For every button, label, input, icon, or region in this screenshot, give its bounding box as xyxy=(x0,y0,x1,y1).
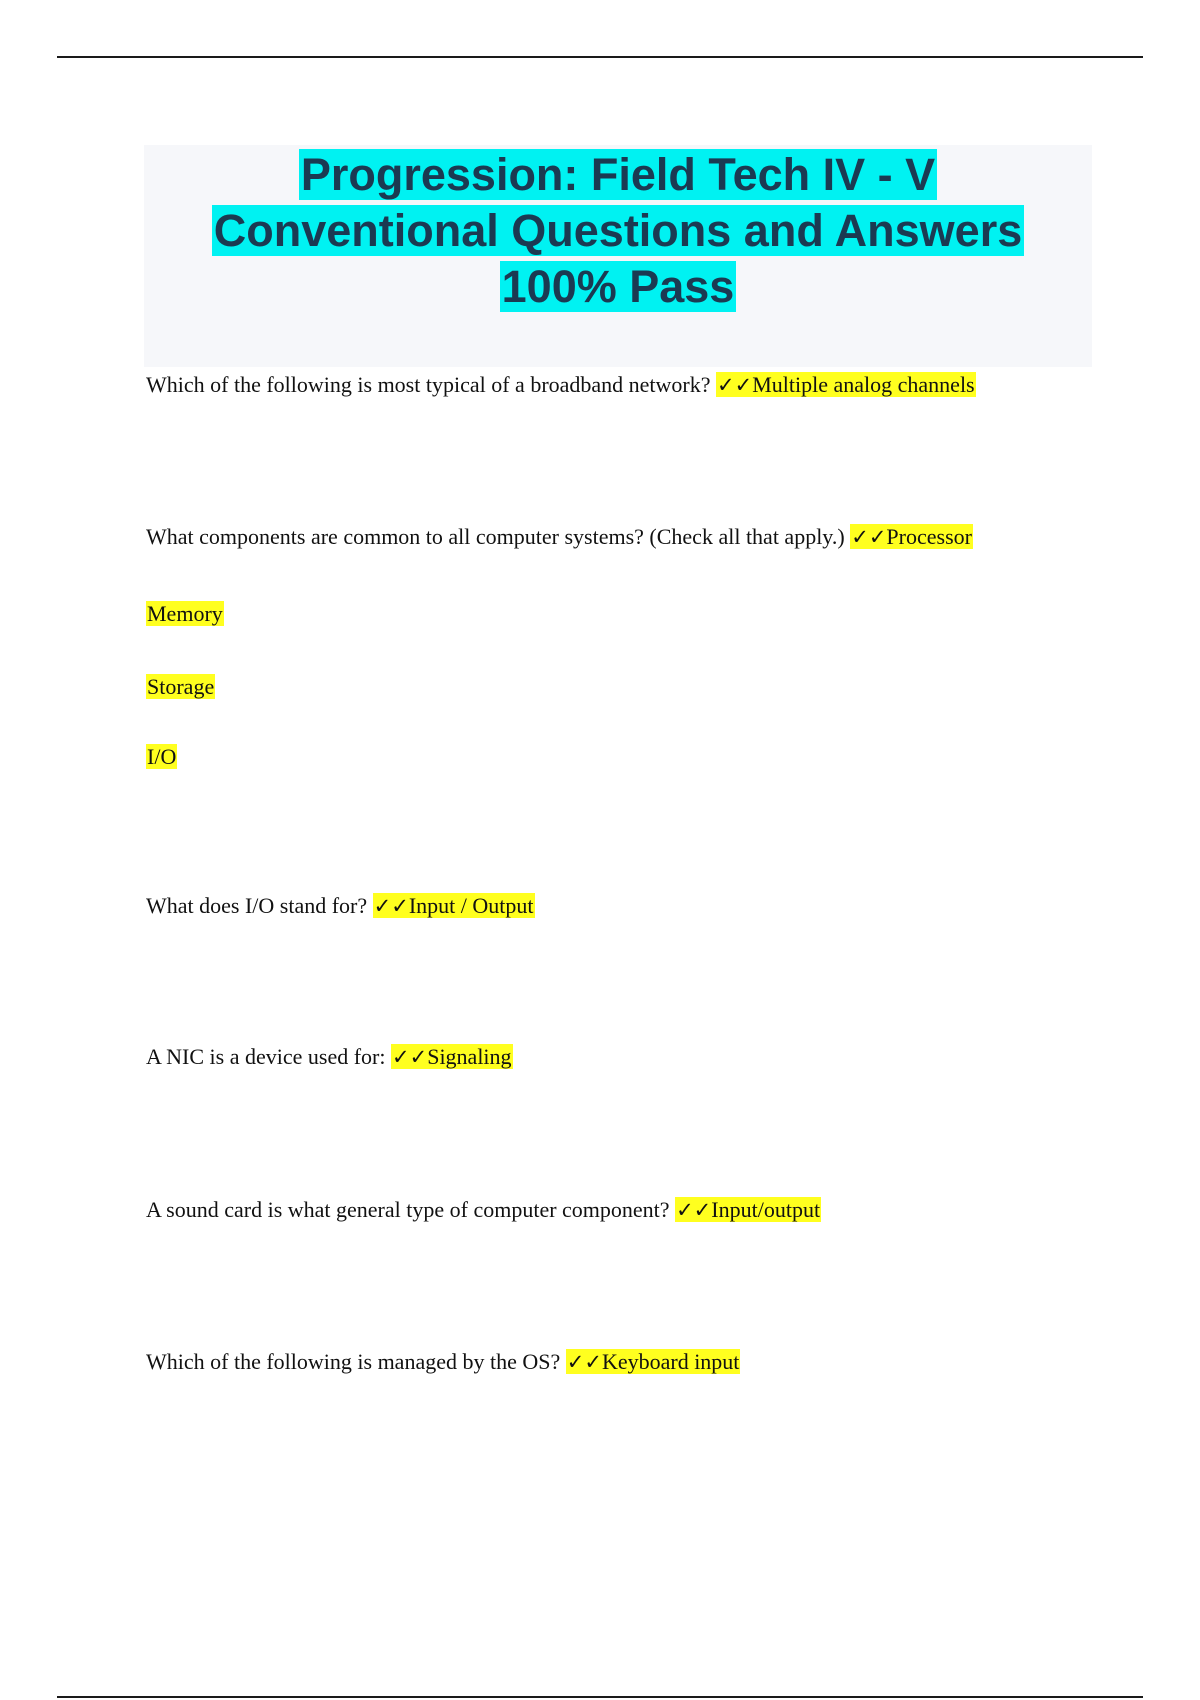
answer-text: Multiple analog channels xyxy=(752,372,975,397)
answer-highlight xyxy=(391,1044,513,1069)
answer-text: Keyboard input xyxy=(601,1349,740,1374)
question-text: Which of the following is most typical of a broadband network? xyxy=(146,372,711,397)
double-check-icon: ✓✓ xyxy=(373,894,409,918)
qa-item-os xyxy=(146,1347,740,1377)
answer-text: Input/output xyxy=(711,1197,821,1222)
qa-answer-memory xyxy=(146,599,224,629)
question-text: What components are common to all computer systems? (Check all that apply.) xyxy=(146,524,845,549)
answer-text: Processor xyxy=(886,524,972,549)
answer-text: Storage xyxy=(147,674,215,699)
bottom-rule xyxy=(57,1696,1143,1698)
qa-item-components xyxy=(146,522,973,552)
answer-highlight xyxy=(675,1197,821,1222)
double-check-icon: ✓✓ xyxy=(851,525,887,549)
question-text: Which of the following is managed by the OS? xyxy=(146,1349,561,1374)
answer-highlight xyxy=(716,372,976,397)
top-rule xyxy=(57,56,1143,58)
title-line-1: Progression: Field Tech IV - V xyxy=(300,149,936,200)
document-title xyxy=(144,145,1092,315)
qa-item-io-meaning xyxy=(146,891,535,921)
answer-text: Memory xyxy=(147,601,223,626)
answer-highlight xyxy=(850,524,973,549)
double-check-icon: ✓✓ xyxy=(676,1198,712,1222)
question-text: A NIC is a device used for: xyxy=(146,1044,386,1069)
answer-text: Signaling xyxy=(427,1044,512,1069)
double-check-icon: ✓✓ xyxy=(717,373,753,397)
title-block xyxy=(144,145,1092,367)
title-line-3: 100% Pass xyxy=(501,261,735,312)
question-text: What does I/O stand for? xyxy=(146,893,368,918)
double-check-icon: ✓✓ xyxy=(392,1045,428,1069)
title-line-2: Conventional Questions and Answers xyxy=(213,205,1023,256)
answer-text: Input / Output xyxy=(408,893,534,918)
double-check-icon: ✓✓ xyxy=(566,1350,602,1374)
qa-item-broadband xyxy=(146,370,976,400)
answer-highlight xyxy=(566,1349,741,1374)
answer-text: I/O xyxy=(147,744,177,769)
answer-highlight xyxy=(373,893,535,918)
question-text: A sound card is what general type of computer component? xyxy=(146,1197,670,1222)
qa-answer-storage xyxy=(146,672,215,702)
qa-answer-io xyxy=(146,742,177,772)
qa-item-nic xyxy=(146,1042,513,1072)
qa-item-sound-card xyxy=(146,1195,821,1225)
